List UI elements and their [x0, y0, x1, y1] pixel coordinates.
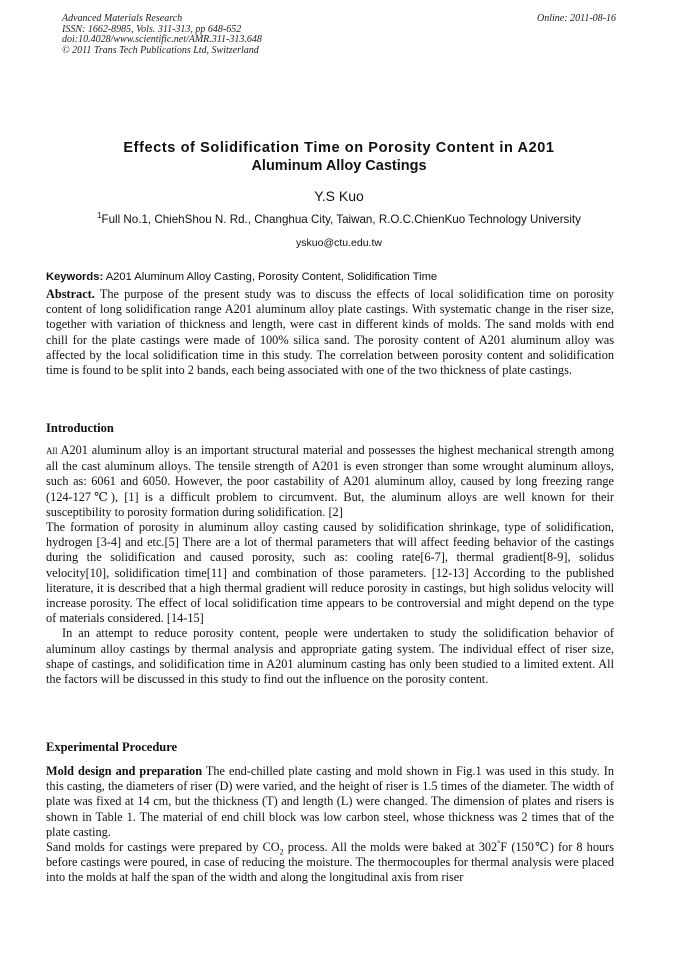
abstract-label: Abstract.: [46, 287, 95, 301]
exp-paragraph-2: [46, 840, 614, 886]
experimental-section: [46, 764, 614, 886]
doi-line: doi:10.4028/www.scientific.net/AMR.311-313.648: [62, 34, 262, 45]
introduction-heading: Introduction: [46, 421, 114, 435]
exp-p2-part-b: process. All the molds were baked at 302: [283, 840, 498, 855]
page-header: [62, 14, 616, 56]
degree-sign: °: [497, 838, 501, 848]
exp-p2-part-c: F (150: [500, 840, 534, 855]
abstract: [46, 287, 614, 378]
intro-paragraph-1: [46, 443, 614, 520]
affiliation: [0, 213, 678, 226]
affiliation-text: Full No.1, ChiehShou N. Rd., Changhua City, Taiwan, R.O.C.ChienKuo Technology University: [101, 213, 581, 226]
online-date: Online: 2011-08-16: [537, 13, 616, 24]
co2-subscript: 2: [279, 847, 284, 857]
exp-p2-part-d: ℃) for 8 hours before castings were poured, in case of reducing the moisture. The thermocouples for thermal analysis were placed into the molds at half the span of the width and along the longitudinal axis from riser: [46, 840, 614, 885]
affiliation-marker: 1: [97, 211, 102, 221]
copyright-line: © 2011 Trans Tech Publications Ltd, Switzerland: [62, 44, 259, 56]
issn-line: ISSN: 1662-8985, Vols. 311-313, pp 648-652: [62, 23, 242, 35]
title-line-2: Aluminum Alloy Castings: [251, 158, 427, 174]
abstract-text: The purpose of the present study was to discuss the effects of local solidification time on porosity content of long solidification range A201 aluminum alloy plate castings. With systematic change in the riser size, together with variation of thickness and length, were cast in different kinds of molds. The sand molds with end chill for the plate castings were made of 100% silica sand. The porosity content of A201 aluminum alloy was affected by the local solidification time in this study. The correlation between porosity content and solidification time is found to be split into 2 bands, each being associated with one of the two thickness of plate castings.: [46, 287, 614, 378]
author-email: yskuo@ctu.edu.tw: [296, 237, 382, 249]
keywords: [46, 270, 614, 285]
author: Y.S Kuo: [314, 188, 364, 204]
journal-name: Advanced Materials Research: [62, 13, 183, 24]
exp-p1-text: The end-chilled plate casting and mold shown in Fig.1 was used in this study. In this casting, the diameters of riser (D) were varied, and the height of riser is 1.5 times of the diameter. The width of plate was fixed at 14 cm, but the thickness (T) and length (L) were changed. The dimension of plates and risers is shown in Table 1. The material of end chill block was low carbon steel, whose thickness was 2 times that of the plate casting.: [46, 764, 614, 839]
exp-paragraph-1: [46, 764, 614, 840]
exp-p2-part-a: Sand molds for castings were prepared by CO: [46, 840, 280, 855]
mold-design-label: Mold design and preparation: [46, 764, 203, 778]
introduction-section: [46, 443, 614, 687]
intro-paragraph-2: The formation of porosity in aluminum alloy casting caused by solidification shrinkage, type of solidification, hydrogen [3-4] and etc.[5] There are a lot of thermal parameters that will affect feeding behavior of the castings during the solidification and caused porosity, such as: cooling rate[6-7], thermal gradient[8-9], solidus velocity[10], solidification time[11] and combination of those parameters. [12-13] According to the published literature, it is described that a high thermal gradient will reduce porosity in castings, but high solidus velocity will increase porosity. The effect of local solidification time appears to be controversial and might depend on the type of materials considered. [14-15]: [46, 520, 614, 626]
intro-paragraph-3: In an attempt to reduce porosity content, people were undertaken to study the solidification behavior of aluminum alloy castings by thermal analysis and appropriate gating system. The individual effect of riser size, shape of castings, and solidification time in A201 aluminum casting has only been studied to a limited extent. All the factors will be discussed in this study to find out the influence on the porosity content.: [46, 626, 614, 687]
intro-p1-text: A201 aluminum alloy is an important structural material and possesses the highest mechanical strength among all the cast aluminum alloys. The tensile strength of A201 is even stronger than some wrought aluminum alloys, such as: 6061 and 6050. However, the poor castability of A201 aluminum alloy, caused by long freezing range (124-127℃), [1] is a difficult problem to circumvent. But, the aluminum alloys are well known for their susceptibility to porosity formation during solidification. [2]: [46, 443, 614, 519]
experimental-heading: Experimental Procedure: [46, 740, 178, 754]
intro-lead-word: All: [46, 446, 58, 456]
keywords-text: A201 Aluminum Alloy Casting, Porosity Content, Solidification Time: [103, 271, 438, 283]
keywords-label: Keywords:: [46, 271, 104, 283]
title-line-1: Effects of Solidification Time on Porosity Content in A201: [123, 140, 555, 156]
paper-title: [40, 139, 638, 175]
